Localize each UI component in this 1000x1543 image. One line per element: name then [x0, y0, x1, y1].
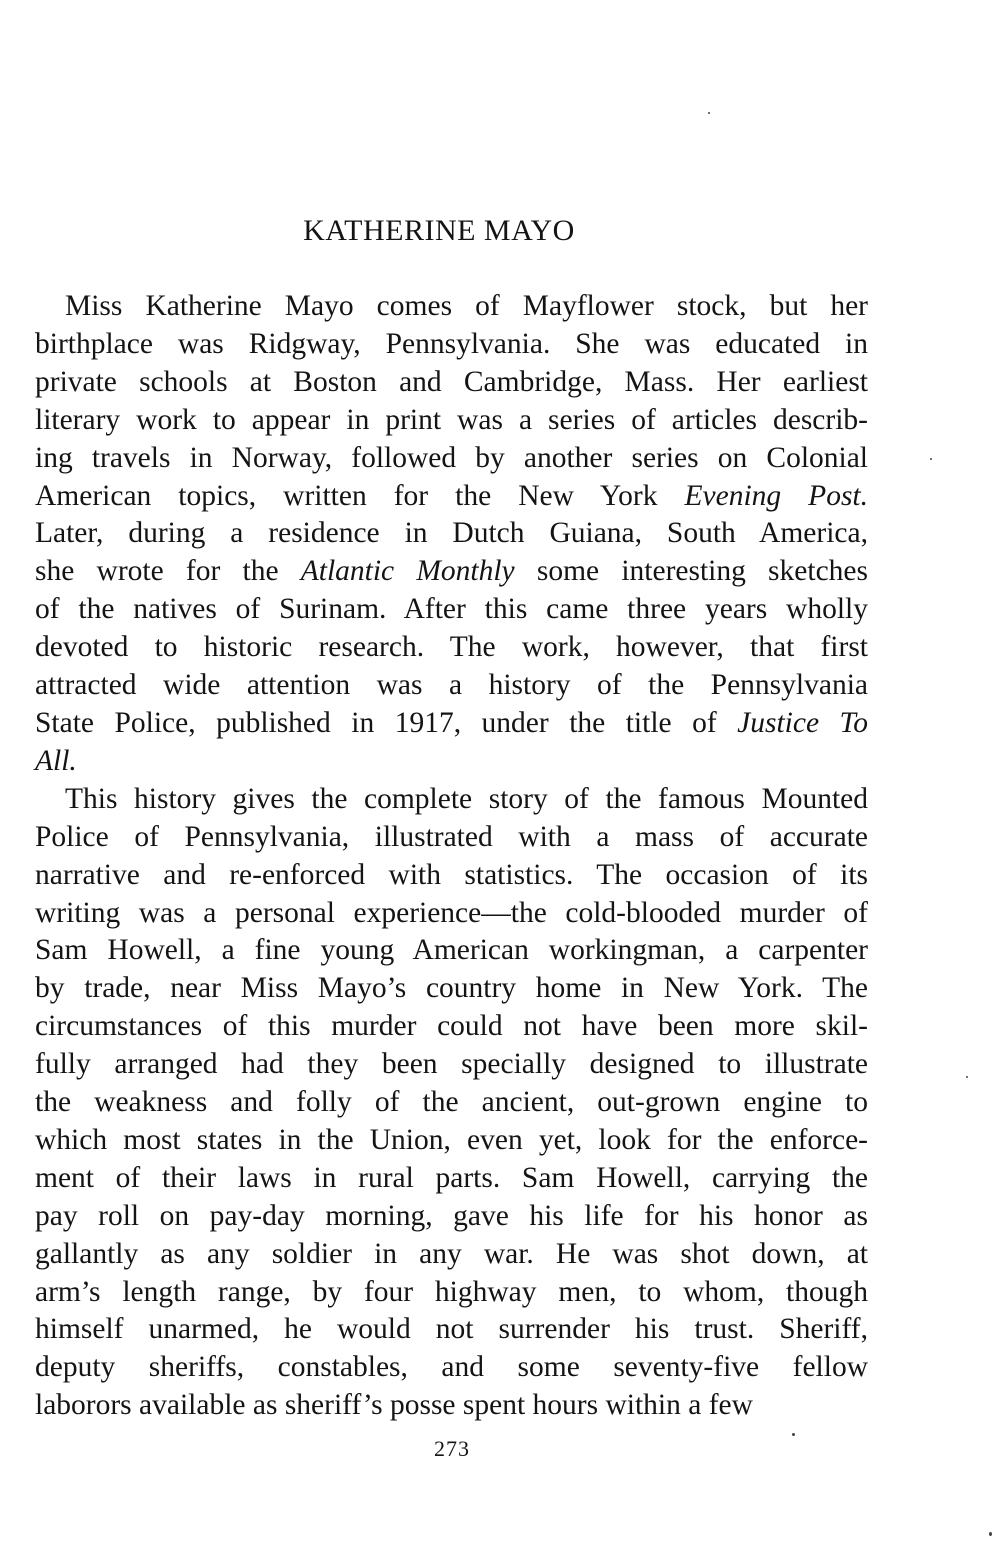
italic-title: Atlantic Monthly [300, 555, 515, 588]
text-run: Police of Pennsylvania, illustrated with a mass of accurate [35, 820, 868, 853]
text-line [35, 705, 868, 743]
text-line [35, 1198, 868, 1236]
text-run: State Police, published in 1917, under the title of [35, 706, 738, 739]
text-line [35, 1160, 868, 1198]
text-run: birthplace was Ridgway, Pennsylvania. She was educated in [35, 327, 868, 360]
text-line [35, 402, 868, 440]
paragraph [35, 781, 868, 1425]
text-line [35, 553, 868, 591]
text-line [35, 970, 868, 1008]
text-line [35, 629, 868, 667]
text-run: narrative and re-enforced with statistics. The occasion of its [35, 858, 868, 891]
body-text [35, 288, 868, 1425]
text-line [35, 932, 868, 970]
text-run: Sam Howell, a fine young American workingman, a carpenter [35, 934, 868, 967]
ink-speck [708, 112, 710, 114]
text-line [35, 591, 868, 629]
text-run: American topics, written for the New York [35, 479, 685, 512]
text-run: himself unarmed, he would not surrender his trust. Sheriff, [35, 1313, 868, 1346]
text-line [35, 515, 868, 553]
text-line [35, 1236, 868, 1274]
text-line [35, 895, 868, 933]
text-run: of the natives of Surinam. After this came three years wholly [35, 593, 868, 626]
ink-speck [966, 1076, 968, 1078]
text-line [35, 478, 868, 516]
chapter-title: KATHERINE MAYO [303, 214, 575, 247]
text-run: ing travels in Norway, followed by another series on Colonial [35, 441, 868, 474]
text-line [35, 743, 868, 781]
text-run: laborors available as sheriff’s posse spent hours within a few [35, 1389, 753, 1422]
text-line [35, 326, 868, 364]
text-run: by trade, near Miss Mayo’s country home in New York. The [35, 972, 868, 1005]
text-line [35, 1046, 868, 1084]
paragraph [35, 288, 868, 781]
text-run: some interesting sketches [514, 555, 868, 588]
text-run: Later, during a residence in Dutch Guiana, South America, [35, 517, 868, 550]
text-run: which most states in the Union, even yet, look for the enforce- [35, 1123, 868, 1156]
ink-speck [989, 1532, 992, 1536]
text-run: literary work to appear in print was a series of articles describ- [35, 403, 868, 436]
text-run: she wrote for the [35, 555, 301, 588]
text-line [35, 364, 868, 402]
text-run: writing was a personal experience—the cold-blooded murder of [35, 896, 868, 929]
italic-title: All. [35, 744, 77, 777]
text-run: fully arranged had they been specially designed to illustrate [35, 1048, 868, 1081]
text-run: devoted to historic research. The work, however, that first [35, 631, 868, 664]
ink-speck [930, 458, 932, 460]
text-line [35, 1349, 868, 1387]
page-number: 273 [434, 1436, 470, 1461]
text-run: gallantly as any soldier in any war. He was shot down, at [35, 1237, 868, 1270]
text-line [35, 667, 868, 705]
text-run: This history gives the complete story of the famous Mounted [65, 782, 868, 815]
text-line [35, 440, 868, 478]
text-run: private schools at Boston and Cambridge, Mass. Her earliest [35, 365, 868, 398]
text-line [35, 1274, 868, 1312]
text-run: pay roll on pay-day morning, gave his life for his honor as [35, 1199, 868, 1232]
text-line [35, 819, 868, 857]
text-run: circumstances of this murder could not have been more skil- [35, 1010, 868, 1043]
text-line [35, 1387, 868, 1425]
italic-title: Evening Post. [684, 479, 869, 512]
text-run: ment of their laws in rural parts. Sam Howell, carrying the [35, 1161, 868, 1194]
text-line [35, 1084, 868, 1122]
text-run: deputy sheriffs, constables, and some seventy-five fellow [35, 1351, 868, 1384]
italic-title: Justice To [737, 706, 868, 739]
text-line [35, 1122, 868, 1160]
text-line [35, 1008, 868, 1046]
text-line [35, 1311, 868, 1349]
text-line [35, 857, 868, 895]
text-run: arm’s length range, by four highway men, to whom, though [35, 1275, 868, 1308]
text-line [35, 288, 868, 326]
ink-speck [792, 1433, 795, 1436]
text-run: Miss Katherine Mayo comes of Mayflower stock, but her [65, 290, 868, 322]
text-line [35, 781, 868, 819]
text-run: the weakness and folly of the ancient, out-grown engine to [35, 1086, 868, 1119]
text-run: attracted wide attention was a history of the Pennsylvania [35, 669, 868, 702]
